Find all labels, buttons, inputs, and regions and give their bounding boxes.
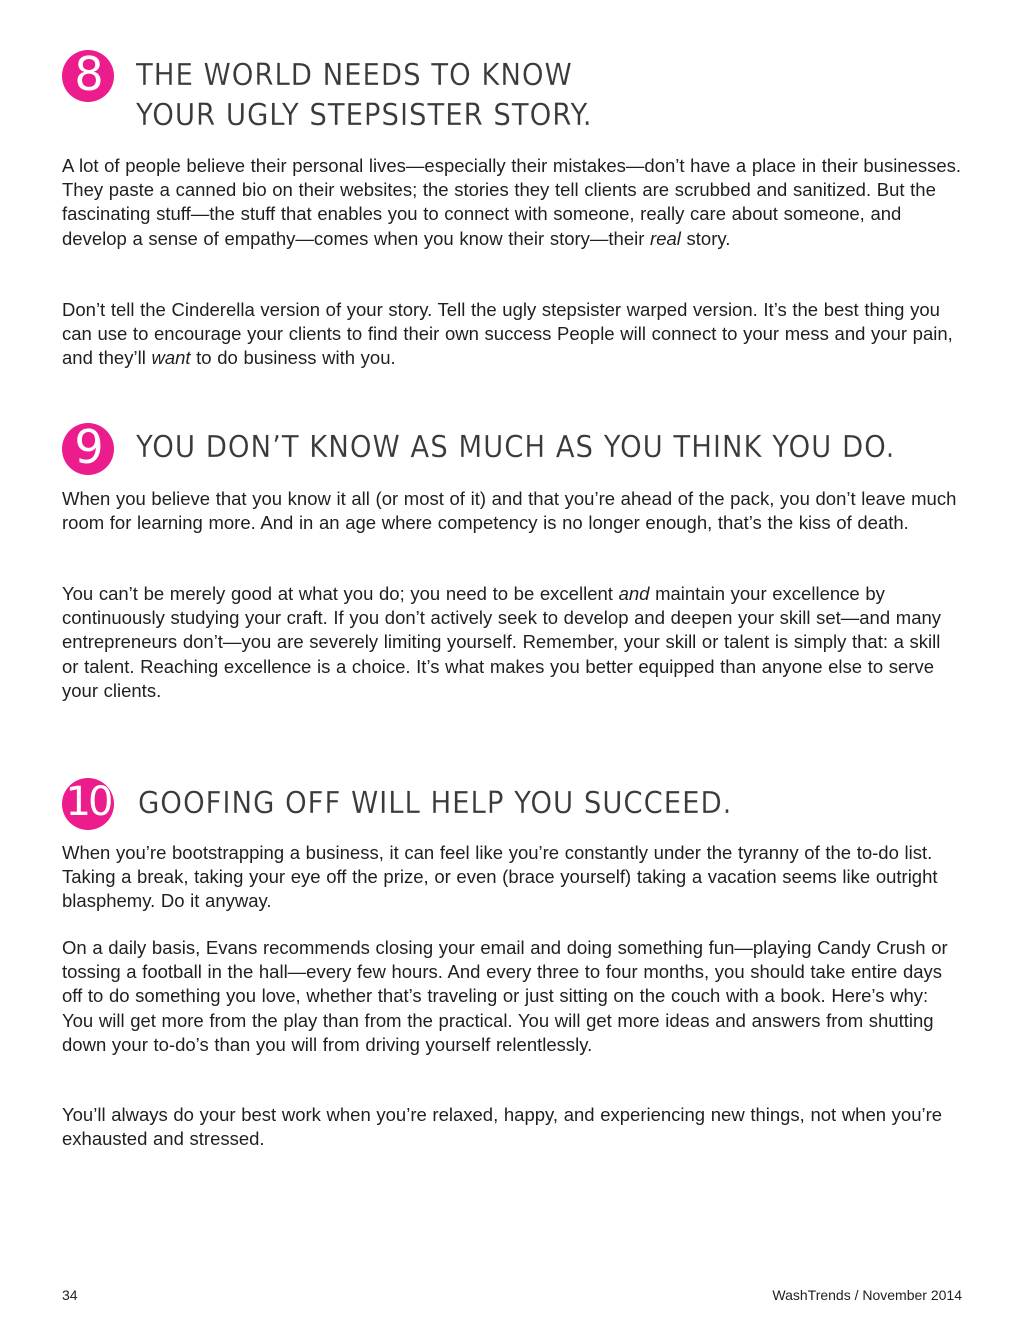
body-paragraph [62, 936, 962, 1057]
paragraph-text: On a daily basis, Evans recommends closing your email and doing something fun—playing Candy Crush or tossing a football in the hall—every few hours. And every three to four months, you should take entire days off to do something you love, whether that’s traveling or just sitting on the couch with a book. Here’s why: You will get more from the play than from the practical. You will get more ideas and answers from shutting down your to-do’s than you will from driving yourself relentlessly. [62, 937, 948, 1055]
body-paragraph [62, 582, 962, 703]
paragraph-text: story. [680, 227, 731, 249]
emphasis-text: want [151, 347, 191, 369]
section-9-heading-row [62, 420, 962, 475]
paragraph-text: When you’re bootstrapping a business, it can feel like you’re constantly under the tyranny of the to-do list. Taking a break, taking your eye off the prize, or even (brace yourself) taking a vacation seems like outright blasphemy. Do it anyway. [62, 842, 938, 912]
emphasis-text: and [618, 583, 650, 604]
section-8 [62, 47, 962, 369]
paragraph-text: to do business with you. [190, 347, 396, 369]
publication-credit: WashTrends / November 2014 [772, 1287, 962, 1303]
section-number-badge [62, 420, 114, 475]
section-number: 10 [65, 779, 111, 825]
section-10 [62, 778, 962, 1150]
section-heading [136, 428, 895, 468]
heading-line: YOU DON’T KNOW AS MUCH AS YOU THINK YOU DO. [136, 430, 896, 465]
section-heading [136, 56, 592, 136]
page-number: 34 [62, 1287, 78, 1303]
section-number: 9 [74, 420, 102, 474]
body-paragraph [62, 154, 962, 251]
section-number: 8 [74, 47, 102, 101]
paragraph-text: maintain your excellence by continuously studying your craft. If you don’t actively seek to develop and deepen your skill set—and many entrepreneurs don’t—you are severely limiting yourself. Remember, your skill or talent is simply that: a skill or talent. Reaching excellence is a choice. It’s what makes you better equipped than anyone else to serve your clients. [62, 583, 942, 701]
section-number-badge [62, 778, 114, 830]
paragraph-text: You’ll always do your best work when you’re relaxed, happy, and experiencing new things, not when you’re exhausted and stressed. [62, 1104, 943, 1150]
body-paragraph [62, 298, 962, 371]
paragraph-text: A lot of people believe their personal lives—especially their mistakes—don’t have a place in their businesses. They paste a canned bio on their websites; the stories they tell clients are scrubbed and sanitized. But the fascinating stuff—the stuff that enables you to connect with someone, really care about someone, and develop a sense of empathy—comes when you know their story—their [62, 155, 962, 249]
paragraph-text: You can’t be merely good at what you do; you need to be excellent [62, 583, 619, 604]
body-paragraph [62, 841, 962, 914]
section-number-badge [62, 47, 114, 102]
section-9 [62, 420, 962, 701]
body-paragraph [62, 1103, 962, 1151]
body-paragraph [62, 487, 962, 535]
paragraph-text: Don’t tell the Cinderella version of your story. Tell the ugly stepsister warped version. It’s the best thing you can use to encourage your clients to find their own success People will connect to your mess and your pain, and they’ll [62, 299, 953, 369]
emphasis-text: real [650, 227, 681, 249]
heading-line: GOOFING OFF WILL HELP YOU SUCCEED. [138, 786, 733, 821]
section-heading [138, 784, 732, 824]
section-10-heading-row [62, 778, 962, 830]
paragraph-text: When you believe that you know it all (or most of it) and that you’re ahead of the pack, you don’t leave much room for learning more. And in an age where competency is no longer enough, that’s the kiss of death. [62, 488, 957, 534]
heading-line: YOUR UGLY STEPSISTER STORY. [136, 98, 593, 133]
heading-line: THE WORLD NEEDS TO KNOW [136, 58, 573, 93]
section-8-heading-row [62, 47, 962, 134]
